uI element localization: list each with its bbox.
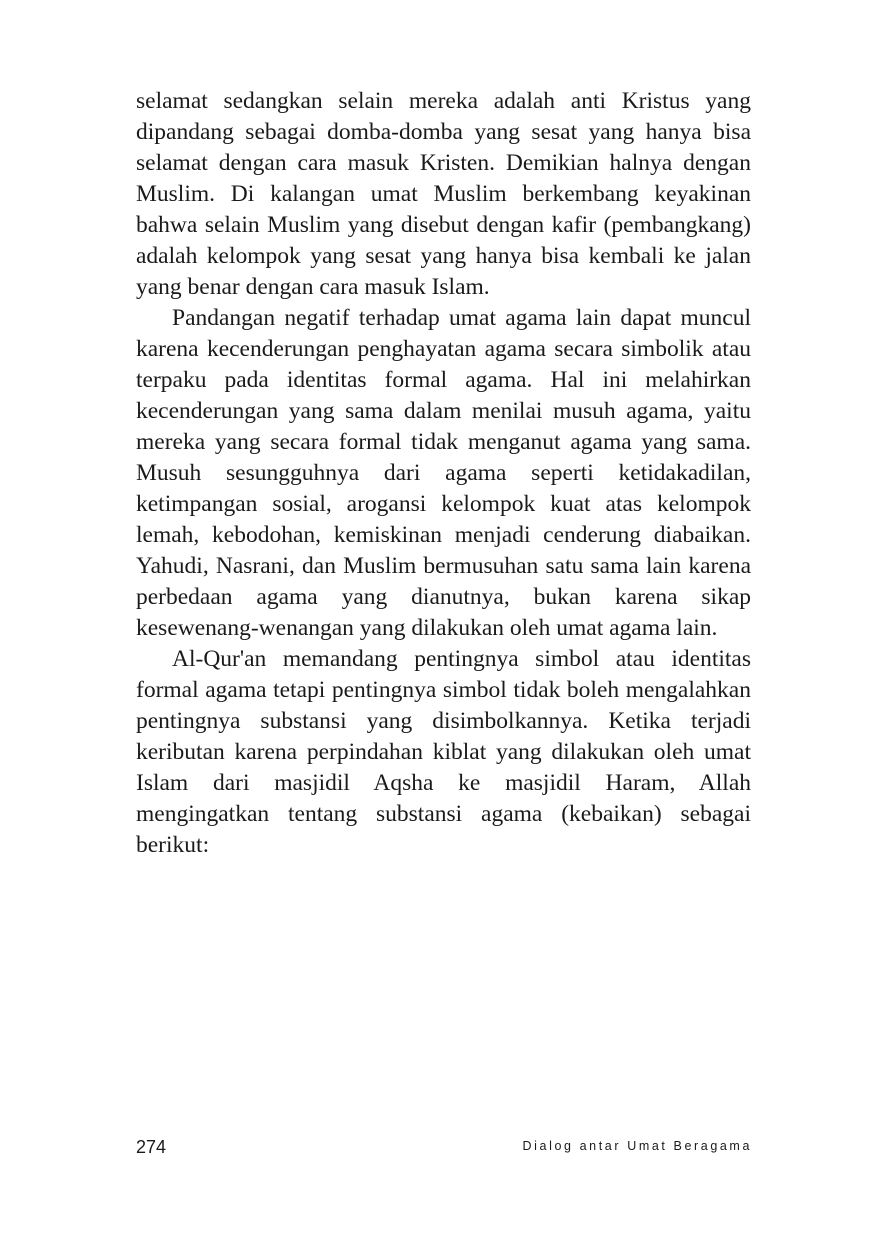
paragraph-quran-symbols: Al-Qur'an memandang pentingnya simbol atau identitas formal agama tetapi pentingnya simbol tidak boleh mengalahkan pentingnya substansi yang disimbolkannya. Ketika terjadi keributan karena perpindahan kiblat yang dilakukan oleh umat Islam dari masjidil Aqsha ke masjidil Haram, Allah mengingatkan tentang substansi agama (kebaikan) sebagai berikut: [136,646,751,858]
body-text [136,86,751,861]
running-title: Dialog antar Umat Beragama [522,1139,752,1153]
page-footer [136,1136,752,1160]
paragraph-continued: selamat sedangkan selain mereka adalah anti Kristus yang dipandang sebagai domba-domba yang sesat yang hanya bisa selamat dengan cara masuk Kristen. Demikian halnya dengan Muslim. Di kalangan umat Muslim berkembang keyakinan bahwa selain Muslim yang disebut dengan kafir (pembangkang) adalah kelompok yang sesat yang hanya bisa kembali ke jalan yang benar dengan cara masuk Islam. [136,88,751,300]
paragraph-negative-views: Pandangan negatif terhadap umat agama lain dapat muncul karena kecenderungan penghayatan agama secara simbolik atau terpaku pada identitas formal agama. Hal ini melahirkan kecenderungan yang sama dalam menilai musuh agama, yaitu mereka yang secara formal tidak menganut agama yang sama. Musuh sesungguhnya dari agama seperti ketidakadilan, ketimpangan sosial, arogansi kelompok kuat atas kelompok lemah, kebodohan, kemiskinan menjadi cenderung diabaikan. Yahudi, Nasrani, dan Muslim bermusuhan satu sama lain karena perbedaan agama yang dianutnya, bukan karena sikap kesewenang-wenangan yang dilakukan oleh umat agama lain. [136,305,751,641]
page-number: 274 [136,1137,167,1157]
